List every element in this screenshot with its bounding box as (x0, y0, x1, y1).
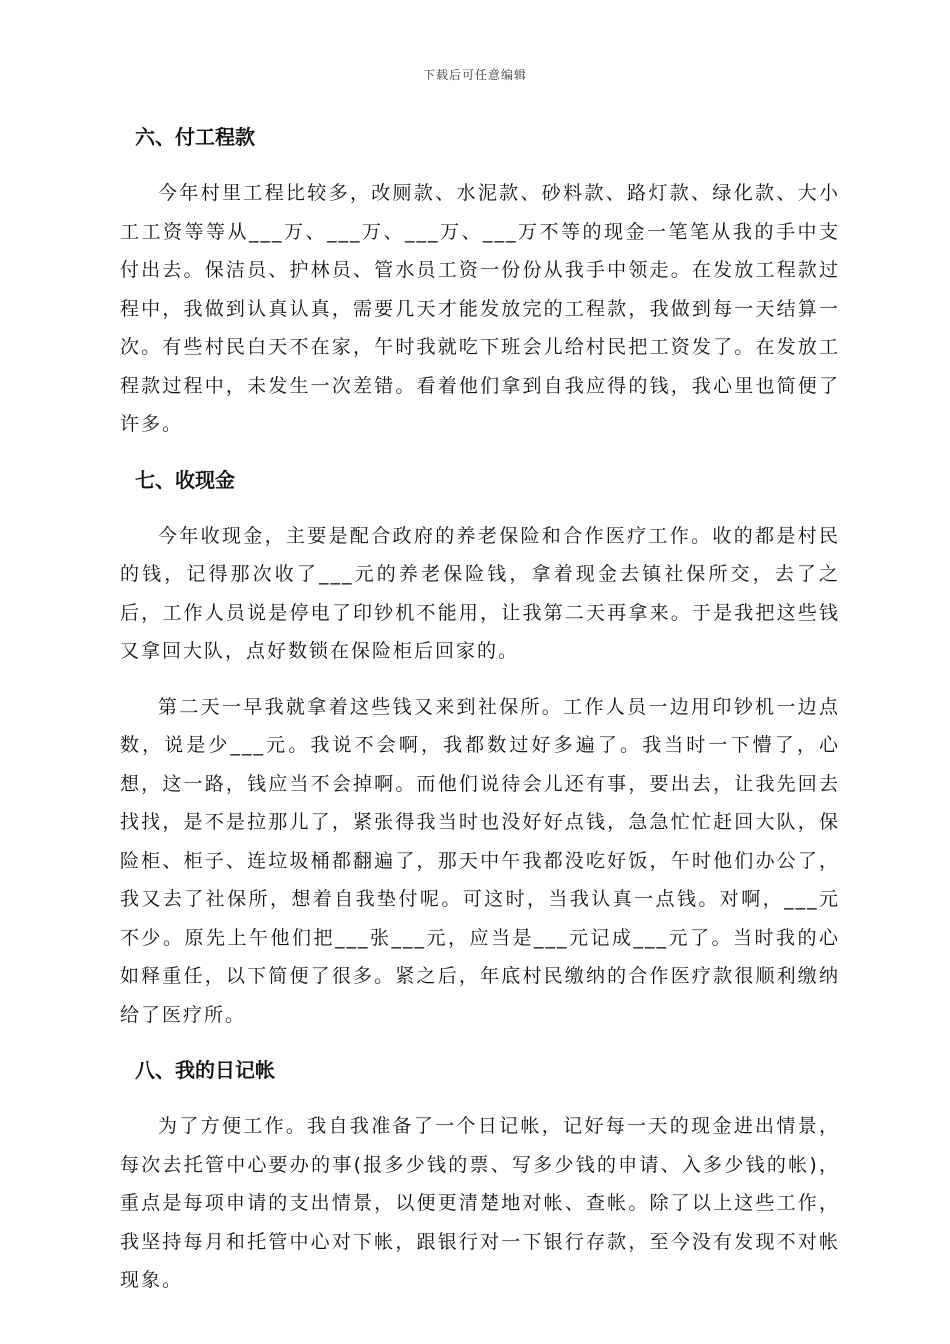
paragraph: 今年收现金，主要是配合政府的养老保险和合作医疗工作。收的都是村民的钱，记得那次收了___元的养老保险钱，拿着现金去镇社保所交，去了之后，工作人员说是停电了印钞机不能用，让我第二天再拿来。于是我把这些钱又拿回大队，点好数锁在保险柜后回家的。 (120, 524, 840, 662)
section-collect-cash (120, 461, 840, 1035)
paragraph: 第二天一早我就拿着这些钱又来到社保所。工作人员一边用印钞机一边点数，说是少___元。我说不会啊，我都数过好多遍了。我当时一下懵了，心想，这一路，钱应当不会掉啊。而他们说待会儿还有事，要出去，让我先回去找找，是不是拉那儿了，紧张得我当时也没好好点钱，急急忙忙赶回大队，保险柜、柜子、连垃圾桶都翻遍了，那天中午我都没吃好饭，午时他们办公了，我又去了社保所，想着自我垫付呢。可这时，当我认真一点钱。对啊，___元不少。原先上午他们把___张___元，应当是___元记成___元了。当时我的心如释重任，以下简便了很多。紧之后，年底村民缴纳的合作医疗款很顺利缴纳给了医疗所。 (120, 695, 840, 1026)
document-body (120, 118, 840, 1317)
section-pay-project-funds (120, 118, 840, 444)
paragraph: 今年村里工程比较多，改厕款、水泥款、砂料款、路灯款、绿化款、大小工工资等等从___万、___万、___万、___万不等的现金一笔笔从我的手中支付出去。保洁员、护林员、管水员工资一份份从我手中领走。在发放工程款过程中，我做到认真认真，需要几天才能发放完的工程款，我做到每一天结算一次。有些村民白天不在家，午时我就吃下班会儿给村民把工资发了。在发放工程款过程中，未发生一次差错。看着他们拿到自我应得的钱，我心里也简便了许多。 (120, 182, 840, 435)
section-heading: 七、收现金 (135, 467, 235, 492)
page-header-note: 下载后可任意编辑 (422, 68, 527, 82)
section-heading: 八、我的日记帐 (135, 1058, 275, 1082)
section-heading: 六、付工程款 (135, 125, 255, 149)
section-my-daily-ledger (120, 1051, 840, 1300)
paragraph: 为了方便工作。我自我准备了一个日记帐，记好每一天的现金进出情景，每次去托管中心要办的事(报多少钱的票、写多少钱的申请、入多少钱的帐)，重点是每项申请的支出情景，以便更清楚地对帐、查帐。除了以上这些工作，我坚持每月和托管中心对下帐，跟银行对一下银行存款，至今没有发现不对帐现象。 (120, 1115, 840, 1291)
